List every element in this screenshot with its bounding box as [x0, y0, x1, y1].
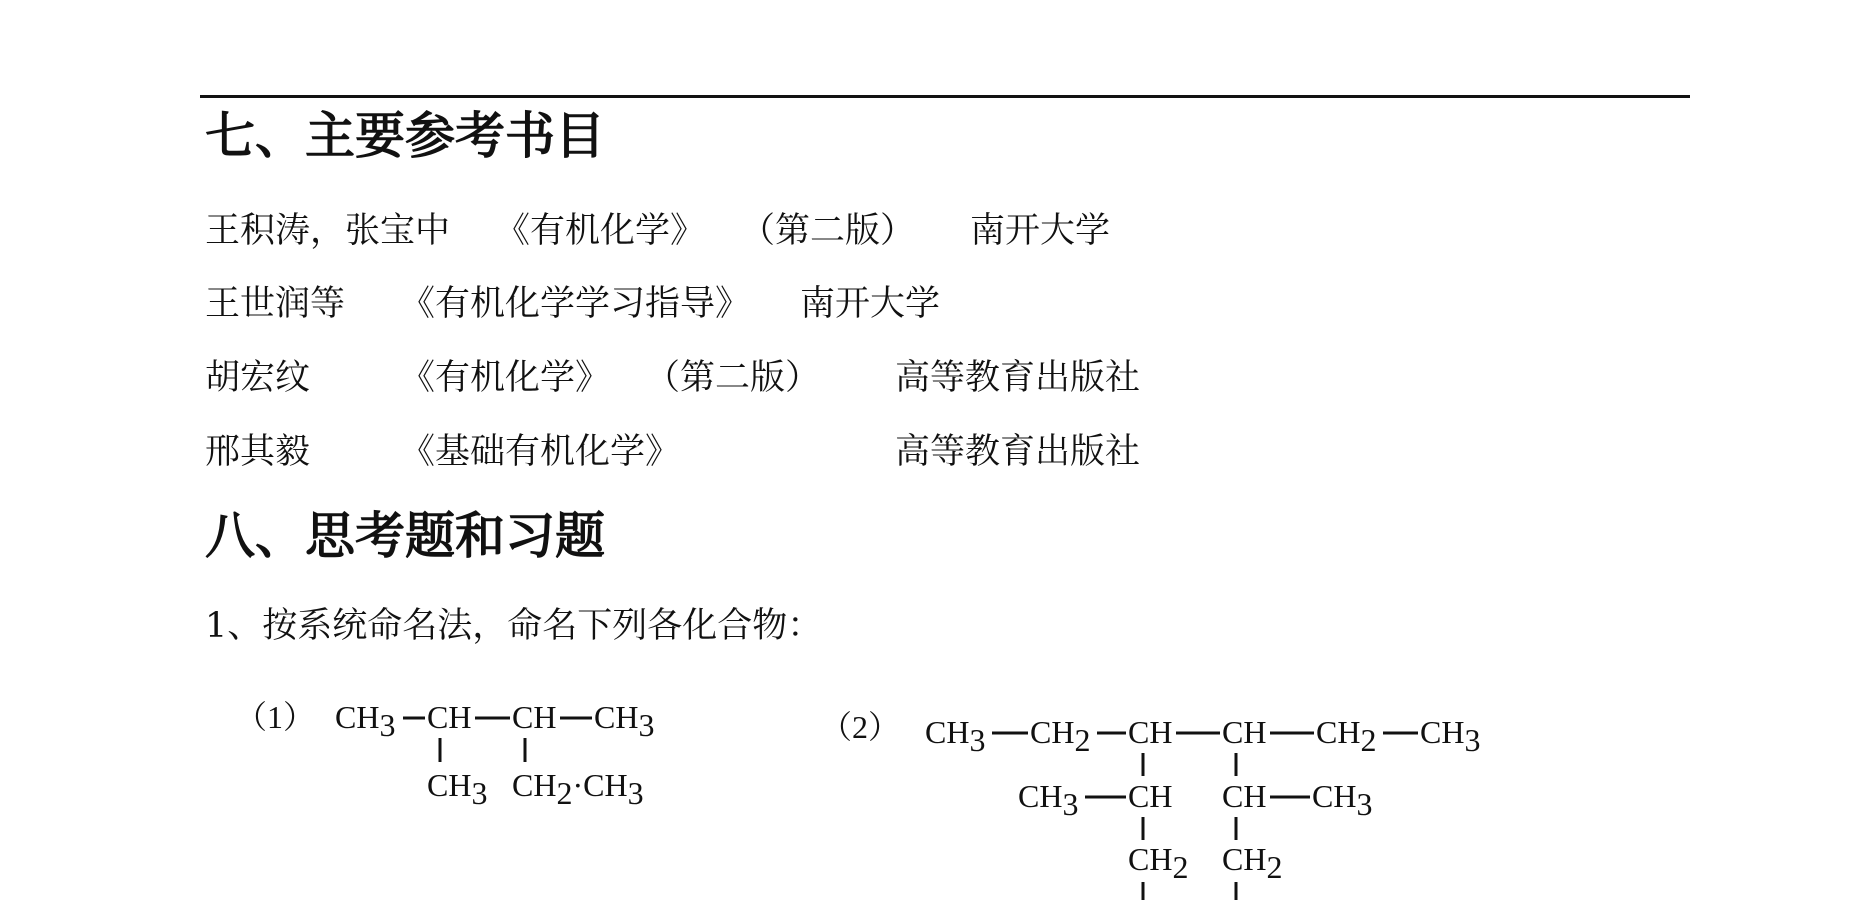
- reference-title: 《有机化学》: [495, 211, 706, 251]
- atom-label: CH3: [335, 699, 396, 743]
- atom-label: CH3: [427, 767, 488, 811]
- atom-label: CH: [1222, 778, 1267, 814]
- atom-label: CH2: [1030, 714, 1091, 758]
- structure-1-number: （1）: [235, 699, 316, 735]
- atom-label: CH: [1128, 778, 1173, 814]
- atom-label: CH3: [1420, 714, 1481, 758]
- section-heading-exercises: 八、思考题和习题: [205, 507, 605, 565]
- reference-publisher: 高等教育出版社: [895, 358, 1141, 398]
- reference-author: 王世润等: [205, 284, 346, 324]
- structural-formula-2: [820, 700, 1520, 900]
- reference-edition: （第二版）: [740, 211, 916, 251]
- reference-author: 王积涛，张宝中: [205, 211, 451, 251]
- section-heading-references: 七、主要参考书目: [205, 107, 605, 165]
- atom-label: CH3: [1018, 778, 1079, 822]
- reference-publisher: 高等教育出版社: [895, 432, 1141, 472]
- atom-label: CH2: [1316, 714, 1377, 758]
- atom-label: CH2·CH3: [512, 767, 644, 811]
- atom-label: CH: [512, 699, 557, 735]
- reference-author: 邢其毅: [205, 432, 311, 472]
- reference-publisher: 南开大学: [970, 211, 1111, 251]
- reference-edition: （第二版）: [645, 358, 821, 398]
- reference-publisher: 南开大学: [800, 284, 941, 324]
- structural-formula-1: [235, 690, 695, 830]
- atom-label: CH: [1222, 714, 1267, 750]
- reference-title: 《有机化学学习指导》: [400, 284, 751, 324]
- structure-1-drawing: [235, 690, 695, 830]
- structure-2-drawing: [820, 700, 1520, 900]
- atom-label: CH: [427, 699, 472, 735]
- structure-2-number: （2）: [820, 709, 901, 745]
- header-rule: [200, 95, 1690, 98]
- atom-label: CH2: [1222, 841, 1283, 885]
- atom-label: CH3: [1312, 778, 1373, 822]
- atom-label: CH3: [925, 714, 986, 758]
- atom-label: CH: [1128, 714, 1173, 750]
- question-1-text: 1、按系统命名法，命名下列各化合物：: [205, 606, 823, 646]
- reference-title: 《基础有机化学》: [400, 432, 681, 472]
- atom-label: CH3: [594, 699, 655, 743]
- atom-label: CH2: [1128, 841, 1189, 885]
- reference-title: 《有机化学》: [400, 358, 611, 398]
- reference-author: 胡宏纹: [205, 358, 311, 398]
